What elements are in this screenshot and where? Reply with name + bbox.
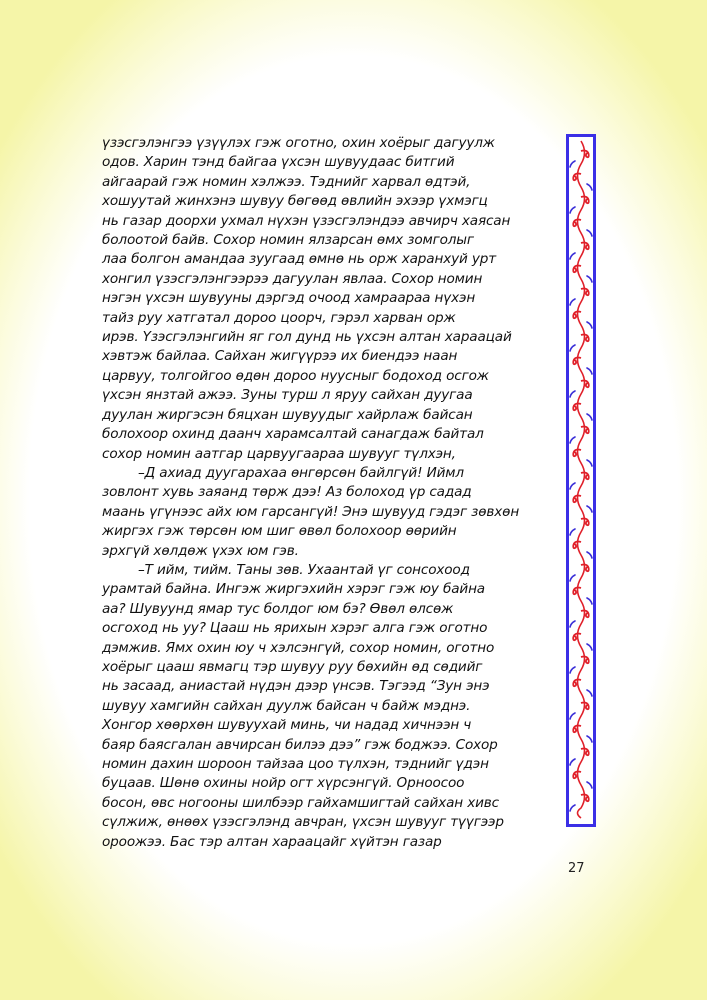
text-line: сохор номин аатгар царвуугаараа шувууг түлхэн, xyxy=(102,445,456,462)
text-line: аа? Шувуунд ямар тус болдог юм бэ? Өвөл өлсөж xyxy=(102,600,454,617)
page-number: 27 xyxy=(568,861,585,876)
vine-leaf xyxy=(570,529,575,535)
text-line: ороожээ. Бас тэр алтан хараацайг хүйтэн газар xyxy=(102,833,442,850)
text-line: дуулан жиргэсэн бяцхан шувуудыг хайрлаж байсан xyxy=(102,406,473,423)
text-line: хошуутай жинхэнэ шувуу бөгөөд өвлийн эхээр үхмэгц xyxy=(102,193,488,210)
text-line: нэгэн үхсэн шувууны дэргэд очоод хамраараа нүхэн xyxy=(102,290,476,307)
vine-leaf xyxy=(587,230,592,236)
ornamental-border-frame xyxy=(566,134,596,827)
vine-ornament xyxy=(569,137,593,824)
vine-leaf xyxy=(587,276,592,282)
vine-leaf xyxy=(570,437,575,443)
vine-leaf xyxy=(570,391,575,397)
text-line: үзэсгэлэнгээ үзүүлэх гэж оготно, охин хоёрыг дагуулж xyxy=(102,135,495,151)
text-line: шувуу хамгийн сайхан дуулж байсан ч байж мэднэ. xyxy=(102,697,471,714)
text-line: дэмжив. Ямх охин юу ч хэлсэнгүй, сохор номин, оготно xyxy=(102,639,495,656)
text-line: лаа болгон амандаа зуугаад өмнө нь орж харанхуй урт xyxy=(102,251,496,268)
text-line: босон, өвс ногооны шилбээр гайхамшигтай сайхан хивс xyxy=(102,794,499,811)
vine-leaf xyxy=(587,322,592,328)
vine-leaf xyxy=(570,805,575,811)
vine-leaf xyxy=(587,460,592,466)
text-line: болоотой байв. Сохор номин ялзарсан өмх зомголыг xyxy=(102,232,474,249)
vine-leaf xyxy=(570,621,575,627)
text-line: болохоор охинд даанч харамсалтай санагдаж байтал xyxy=(102,426,484,443)
text-line: буцаав. Шөнө охины нойр огт хүрсэнгүй. Орноосоо xyxy=(102,775,465,792)
vine-leaf xyxy=(587,414,592,420)
text-line: номин дахин шороон тайзаа цоо түлхэн, тэднийг үдэн xyxy=(102,756,489,772)
dialogue-line: –Т ийм, тийм. Таны зөв. Ухаантай үг сонсохоод xyxy=(138,561,470,578)
text-line: баяр баясгалан авчирсан билээ дээ” гэж боджээ. Сохор xyxy=(102,736,498,753)
vine-leaf xyxy=(570,161,575,167)
text-line: тайз руу хатгатал дороо цоорч, гэрэл харван орж xyxy=(102,309,456,326)
text-line: үхсэн янзтай ажээ. Зуны турш л яруу сайхан дуугаа xyxy=(102,387,473,404)
text-line: жиргэх гэж төрсөн юм шиг өвөл болохоор өөрийн xyxy=(102,523,457,540)
vine-leaf xyxy=(587,552,592,558)
vine-leaf xyxy=(570,345,575,351)
vine-leaf xyxy=(570,759,575,765)
vine-leaf xyxy=(587,506,592,512)
text-line: нь газар доорхи ухмал нүхэн үзэсгэлэндээ авчирч хаясан xyxy=(102,212,511,229)
dialogue-line: –Д ахиад дуугарахаа өнгөрсөн байлгүй! Иймл xyxy=(138,464,464,481)
text-line: одов. Харин тэнд байгаа үхсэн шувуудаас битгий xyxy=(102,154,455,171)
vine-leaf xyxy=(587,598,592,604)
vine-leaf xyxy=(570,207,575,213)
vine-leaf xyxy=(570,253,575,259)
vine-leaf xyxy=(570,713,575,719)
text-line: хонгил үзэсгэлэнгээрээ дагуулан явлаа. Сохор номин xyxy=(102,270,483,287)
text-line: ирэв. Үзэсгэлэнгийн яг гол дунд нь үхсэн алтан хараацай xyxy=(102,329,512,346)
text-line: маань үгүнээс айх юм гарсангүй! Энэ шувууд гэдэг зөвхөн xyxy=(102,503,520,520)
vine-leaf xyxy=(587,368,592,374)
text-line: хоёрыг цааш явмагц тэр шувуу руу бөхийн өд сөдийг xyxy=(102,658,483,675)
text-line: сүлжиж, өнөөх үзэсгэлэнд авчран, үхсэн шувууг түүгээр xyxy=(102,814,504,831)
vine-leaf xyxy=(587,184,592,190)
text-line: эрхгүй хөлдөж үхэх юм гэв. xyxy=(102,542,299,559)
vine-leaf xyxy=(587,736,592,742)
text-line: айгаарай гэж номин хэлжээ. Тэднийг харвал өдтэй, xyxy=(102,173,471,190)
vine-leaf xyxy=(570,575,575,581)
vine-leaf xyxy=(587,644,592,650)
text-line: Хонгор хөөрхөн шувуухай минь, чи надад хичнээн ч xyxy=(102,717,472,734)
vine-leaf xyxy=(587,690,592,696)
vine-leaf xyxy=(587,782,592,788)
text-line: нь засаад, аниастай нүдэн дээр үнсэв. Тэгээд “Зун энэ xyxy=(102,678,490,695)
text-line: хэвтэж байлаа. Сайхан жигүүрээ их биендээ наан xyxy=(102,348,458,365)
vine-leaf xyxy=(570,299,575,305)
text-line: царвуу, толгойгоо өдөн дороо нуусныг бодоход осгож xyxy=(102,367,489,384)
story-text xyxy=(102,134,542,852)
vine-leaf xyxy=(570,667,575,673)
text-line: зовлонт хувь заяанд төрж дээ! Аз болоход үр садад xyxy=(102,484,472,501)
text-line: осгоход нь уу? Цааш нь ярихын хэрэг алга гэж оготно xyxy=(102,620,488,637)
text-line: урамтай байна. Ингэж жиргэхийн хэрэг гэж юу байна xyxy=(102,581,485,598)
vine-leaf xyxy=(570,483,575,489)
